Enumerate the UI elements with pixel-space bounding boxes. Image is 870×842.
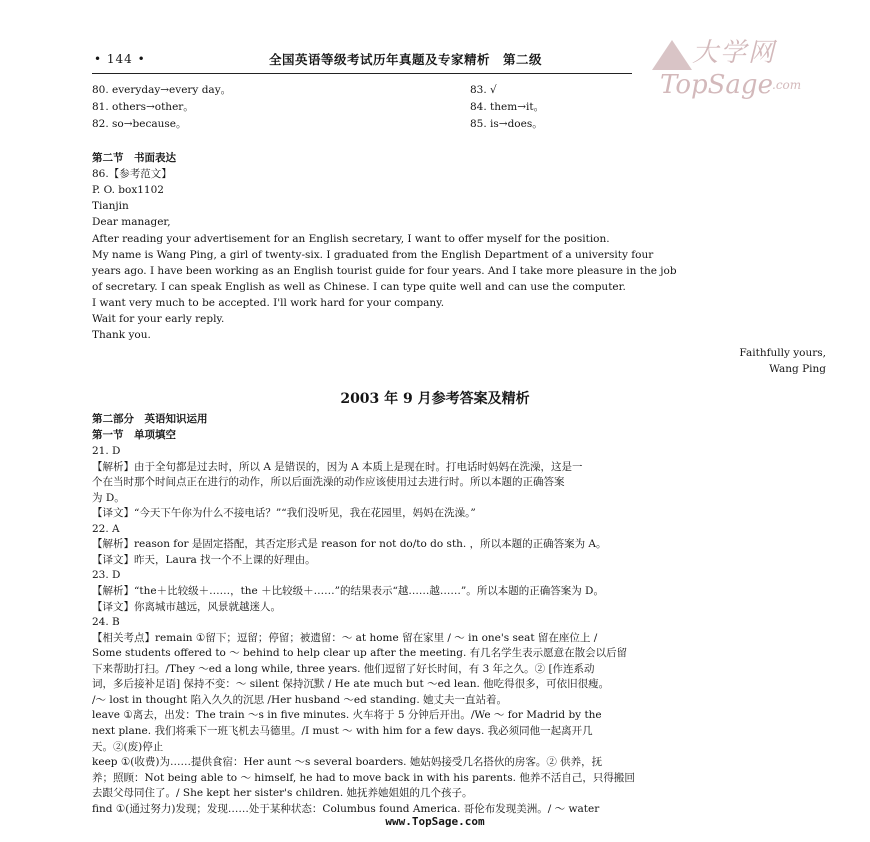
answer-line: 【译文】你离城市越远，风景就越迷人。 — [92, 600, 281, 613]
answer-line: 下来帮助打扫。/They ～ed a long while, three years. 他们逗留了好长时间，有 3 年之久。② [作连系动 — [92, 662, 595, 675]
header-rule — [92, 73, 632, 74]
letter-body-line: Thank you. — [92, 329, 151, 341]
letter-address-line1: P. O. box1102 — [92, 184, 164, 196]
correction-80: 80. everyday→every day。 — [92, 84, 232, 96]
correction-82: 82. so→because。 — [92, 118, 187, 130]
page-number: • 144 • — [94, 52, 146, 66]
answer-line: 【相关考点】remain ①留下；逗留；停留；被遗留：～ at home 留在家里 / ～ in one's seat 留在座位上 / — [92, 631, 598, 644]
letter-body-line: years ago. I have been working as an English tourist guide for four years. And I take more pleasure in the job — [92, 265, 677, 277]
answer-line: 天。②(废)停止 — [92, 740, 164, 753]
answers-section-title: 2003 年 9 月参考答案及精析 — [340, 391, 530, 407]
answer-line: 22. A — [92, 522, 120, 535]
answer-line: /～ lost in thought 陷入久久的沉思 /Her husband ～ed standing. 她丈夫一直站着。 — [92, 693, 508, 706]
logo-domain-suffix: .com — [772, 78, 802, 92]
letter-closing: Faithfully yours, — [739, 347, 826, 359]
letter-address-line2: Tianjin — [92, 200, 129, 212]
correction-83: 83. √ — [470, 84, 497, 96]
answer-line: 21. D — [92, 445, 121, 457]
correction-84: 84. them→it。 — [470, 101, 545, 113]
writing-item-label: 86.【参考范文】 — [92, 168, 172, 180]
answer-line: 为 D。 — [92, 491, 125, 504]
correction-81: 81. others→other。 — [92, 101, 194, 113]
logo-chinese-text: 大学网 — [692, 38, 777, 68]
answer-line: 【译文】昨天，Laura 找一个不上课的好理由。 — [92, 553, 316, 566]
letter-body-line: Wait for your early reply. — [92, 313, 225, 325]
letter-body-line: I want very much to be accepted. I'll work hard for your company. — [92, 297, 445, 309]
answer-line: 23. D — [92, 569, 121, 582]
answer-line: 个在当时那个时间点正在进行的动作，所以后面洗澡的动作应该使用过去进行时。所以本题的正确答案 — [92, 476, 565, 489]
answer-line: next plane. 我们将乘下一班飞机去马德里。/I must ～ with him for a few days. 我必须同他一起离开几 — [92, 724, 593, 737]
topsage-watermark-logo — [652, 32, 827, 112]
letter-body-line: After reading your advertisement for an English secretary, I want to offer myself for the position. — [92, 233, 610, 245]
answer-line: find ①(通过努力)发现；发现……处于某种状态：Columbus found America. 哥伦布发现美洲。/ ～ water — [92, 802, 600, 815]
answers-subsection-heading: 第一节 单项填空 — [92, 429, 176, 441]
writing-section-heading: 第二节 书面表达 — [92, 152, 176, 164]
answer-line: 【解析】“the＋比较级＋……，the ＋比较级＋……”的结果表示“越……越……”。所以本题的正确答案为 D。 — [92, 585, 604, 597]
logo-english-text: TopSage — [660, 70, 773, 100]
answer-line: 【解析】由于全句都是过去时，所以 A 是错误的，因为 A 本质上是现在时。打电话时妈妈在洗澡，这是一 — [92, 460, 583, 473]
answers-part-heading: 第二部分 英语知识运用 — [92, 413, 208, 425]
answer-line: leave ①离去，出发：The train ～s in five minutes. 火车将于 5 分钟后开出。/We ～ for Madrid by the — [92, 709, 602, 722]
logo-triangle-icon — [652, 40, 692, 70]
letter-body-line: of secretary. I can speak English as well as Chinese. I can type quite well and can use the computer. — [92, 281, 626, 293]
letter-salutation: Dear manager, — [92, 216, 171, 228]
answer-line: 【译文】“今天下午你为什么不接电话？”“我们没听见，我在花园里，妈妈在洗澡。” — [92, 507, 476, 520]
answer-line: 去跟父母同住了。/ She kept her sister's children. 她抚养她姐姐的几个孩子。 — [92, 787, 473, 800]
answer-line: 养；照顾：Not being able to ～ himself, he had to move back in with his parents. 他养不活自己，只得搬回 — [92, 771, 635, 784]
letter-body-line: My name is Wang Ping, a girl of twenty-six. I graduated from the English Department of a university four — [92, 249, 654, 261]
answer-line: keep ①(收费)为……提供食宿：Her aunt ～s several boarders. 她姑妈接受几名搭伙的房客。② 供养，抚 — [92, 756, 603, 768]
answer-line: Some students offered to ～ behind to help clear up after the meeting. 有几名学生表示愿意在散会以后留 — [92, 647, 628, 660]
answer-line: 【解析】reason for 是固定搭配，其否定形式是 reason for not do/to do sth. ，所以本题的正确答案为 A。 — [92, 538, 607, 551]
letter-signature: Wang Ping — [769, 363, 826, 375]
correction-85: 85. is→does。 — [470, 118, 543, 130]
footer-url: www.TopSage.com — [385, 815, 485, 828]
answer-line: 词，多后接补足语] 保持不变：～ silent 保持沉默 / He ate much but ～ed lean. 他吃得很多，可依旧很瘦。 — [92, 678, 610, 691]
book-title: 全国英语等级考试历年真题及专家精析 第二级 — [269, 52, 543, 67]
answer-line: 24. B — [92, 616, 120, 628]
